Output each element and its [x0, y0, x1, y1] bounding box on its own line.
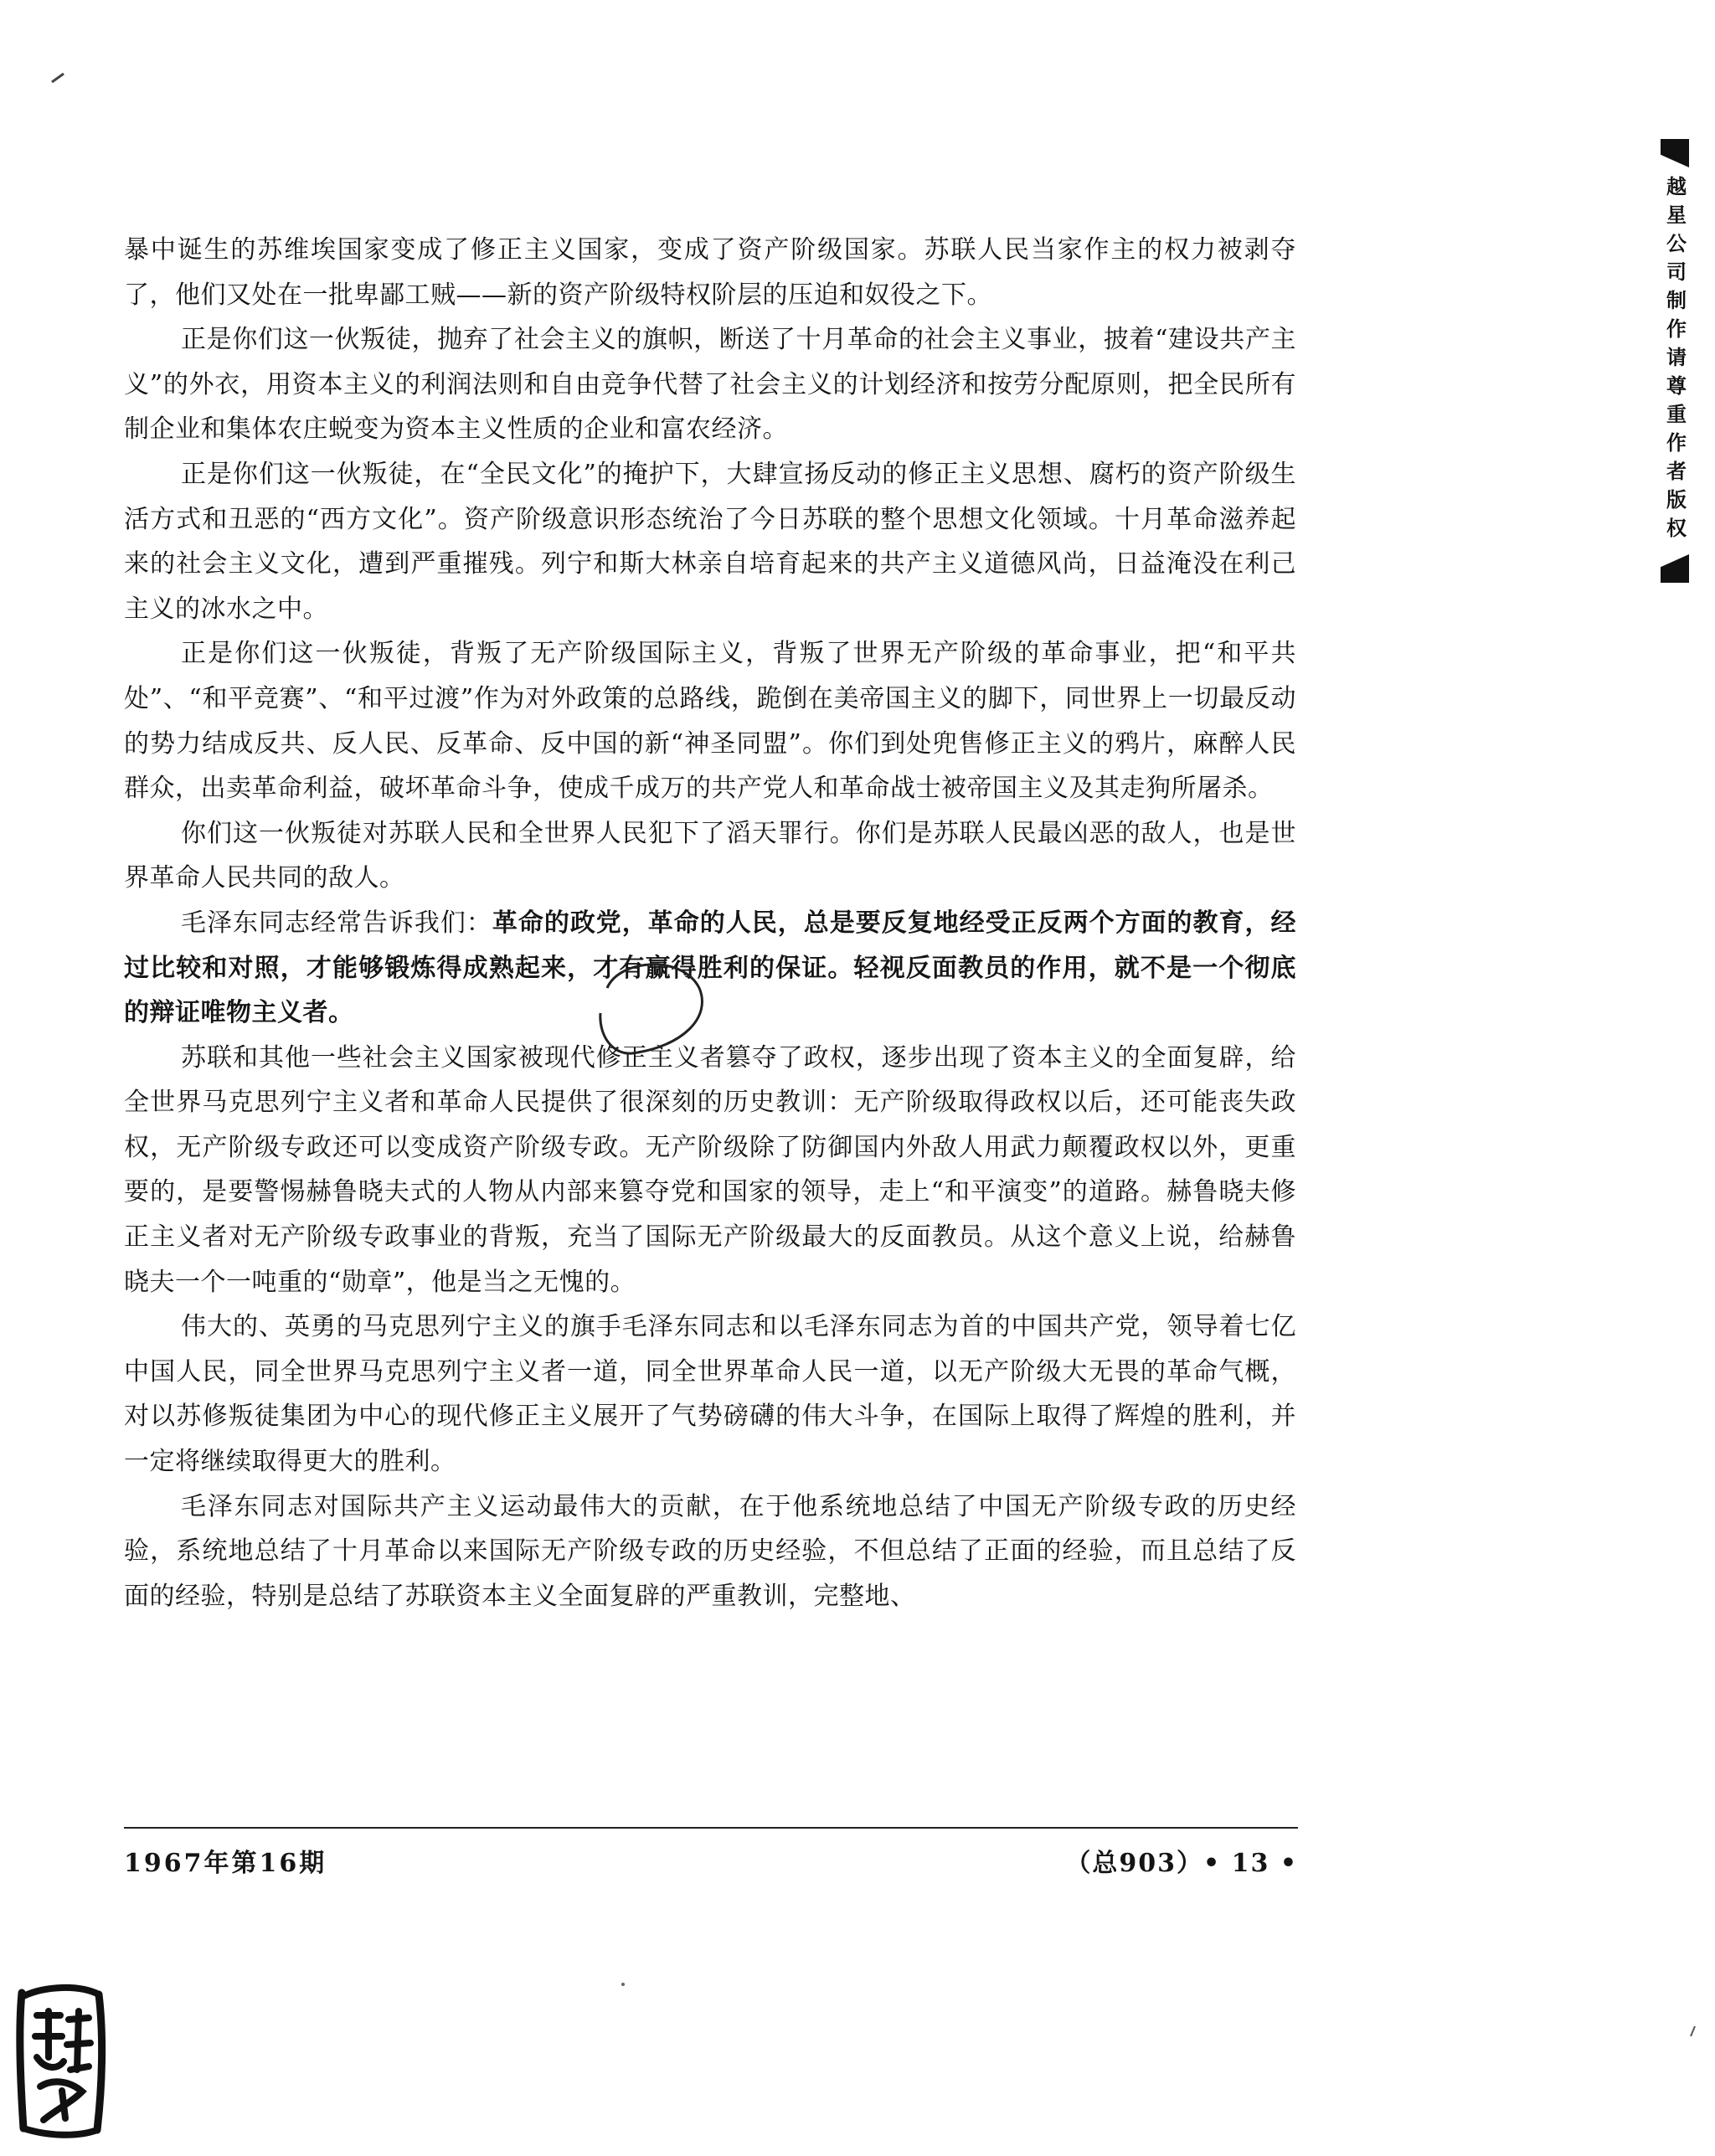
copyright-banner-text: 越星公司制作请尊重作者版权 [1662, 176, 1687, 546]
paragraph-9: 毛泽东同志对国际共产主义运动最伟大的贡献，在于他系统地总结了中国无产阶级专政的历史经验，系统地总结了十月革命以来国际无产阶级专政的历史经验，不但总结了正面的经验，而且总结了反面的经验，特别是总结了苏联资本主义全面复辟的严重教训，完整地、 [124, 1491, 1296, 1611]
bold-quote: 革命的政党，革命的人民，总是要反复地经受正反两个方面的教育，经过比较和对照，才能够锻炼得成熟起来，才有赢得胜利的保证。轻视反面教员的作用，就不是一个彻底的辩证唯物主义者。 [124, 908, 1297, 1028]
footer-divider [124, 1827, 1298, 1829]
page-number: （总903）• 13 • [1065, 1849, 1298, 1878]
handwritten-circle-mark [582, 955, 716, 1063]
stray-dot-bottom [620, 1981, 626, 1988]
seal-stamp-icon [12, 1978, 112, 2145]
paragraph-4: 正是你们这一伙叛徒，背叛了无产阶级国际主义，背叛了世界无产阶级的革命事业，把“和平共处”、“和平竞赛”、“和平过渡”作为对外政策的总路线，跪倒在美帝国主义的脚下，同世界上一切最反动的势力结成反共、反人民、反革命、反中国的新“神圣同盟”。你们到处兜售修正主义的鸦片，麻醉人民群众，出卖革命利益，破坏革命斗争，使成千成万的共产党人和革命战士被帝国主义及其走狗所屠杀。 [124, 639, 1296, 804]
paragraph-1: 暴中诞生的苏维埃国家变成了修正主义国家，变成了资产阶级国家。苏联人民当家作主的权力被剥夺了，他们又处在一批卑鄙工贼——新的资产阶级特权阶层的压迫和奴役之下。 [124, 235, 1296, 310]
stray-mark-top-left [50, 72, 67, 84]
paragraph-2: 正是你们这一伙叛徒，抛弃了社会主义的旗帜，断送了十月革命的社会主义事业，披着“建设共产主义”的外衣，用资本主义的利润法则和自由竞争代替了社会主义的计划经济和按劳分配原则，把全民所有制企业和集体农庄蜕变为资本主义性质的企业和富农经济。 [124, 325, 1296, 445]
banner-bottom-mark [1661, 554, 1689, 583]
paragraph-5: 你们这一伙叛徒对苏联人民和全世界人民犯下了滔天罪行。你们是苏联人民最凶恶的敌人，也是世界革命人民共同的敌人。 [124, 818, 1296, 893]
paragraph-7: 苏联和其他一些社会主义国家被现代修正主义者篡夺了政权，逐步出现了资本主义的全面复辟，给全世界马克思列宁主义者和革命人民提供了很深刻的历史教训：无产阶级取得政权以后，还可能丧失政权，无产阶级专政还可以变成资产阶级专政。无产阶级除了防御国内外敌人用武力颠覆政权以外，更重要的，是要警惕赫鲁晓夫式的人物从内部来篡夺党和国家的领导，走上“和平演变”的道路。赫鲁晓夫修正主义者对无产阶级专政事业的背叛，充当了国际无产阶级最大的反面教员。从这个意义上说，给赫鲁晓夫一个一吨重的“勋章”，他是当之无愧的。 [124, 1042, 1296, 1297]
paragraph-3: 正是你们这一伙叛徒，在“全民文化”的掩护下，大肆宣扬反动的修正主义思想、腐朽的资产阶级生活方式和丑恶的“西方文化”。资产阶级意识形态统治了今日苏联的整个思想文化领域。十月革命滋养起来的社会主义文化，遭到严重摧残。列宁和斯大林亲自培育起来的共产主义道德风尚，日益淹没在利己主义的冰水之中。 [124, 459, 1296, 624]
quote-lead: 毛泽东同志经常告诉我们： [181, 908, 492, 938]
banner-top-mark [1661, 139, 1689, 167]
copyright-side-banner [1656, 139, 1693, 608]
stray-mark-right [1688, 2025, 1697, 2038]
paragraph-8: 伟大的、英勇的马克思列宁主义的旗手毛泽东同志和以毛泽东同志为首的中国共产党，领导着七亿中国人民，同全世界马克思列宁主义者一道，同全世界革命人民一道，以无产阶级大无畏的革命气概，对以苏修叛徒集团为中心的现代修正主义展开了气势磅礴的伟大斗争，在国际上取得了辉煌的胜利，并一定将继续取得更大的胜利。 [124, 1312, 1296, 1477]
issue-label: 1967年第16期 [124, 1849, 327, 1878]
article-body [124, 228, 1296, 1618]
